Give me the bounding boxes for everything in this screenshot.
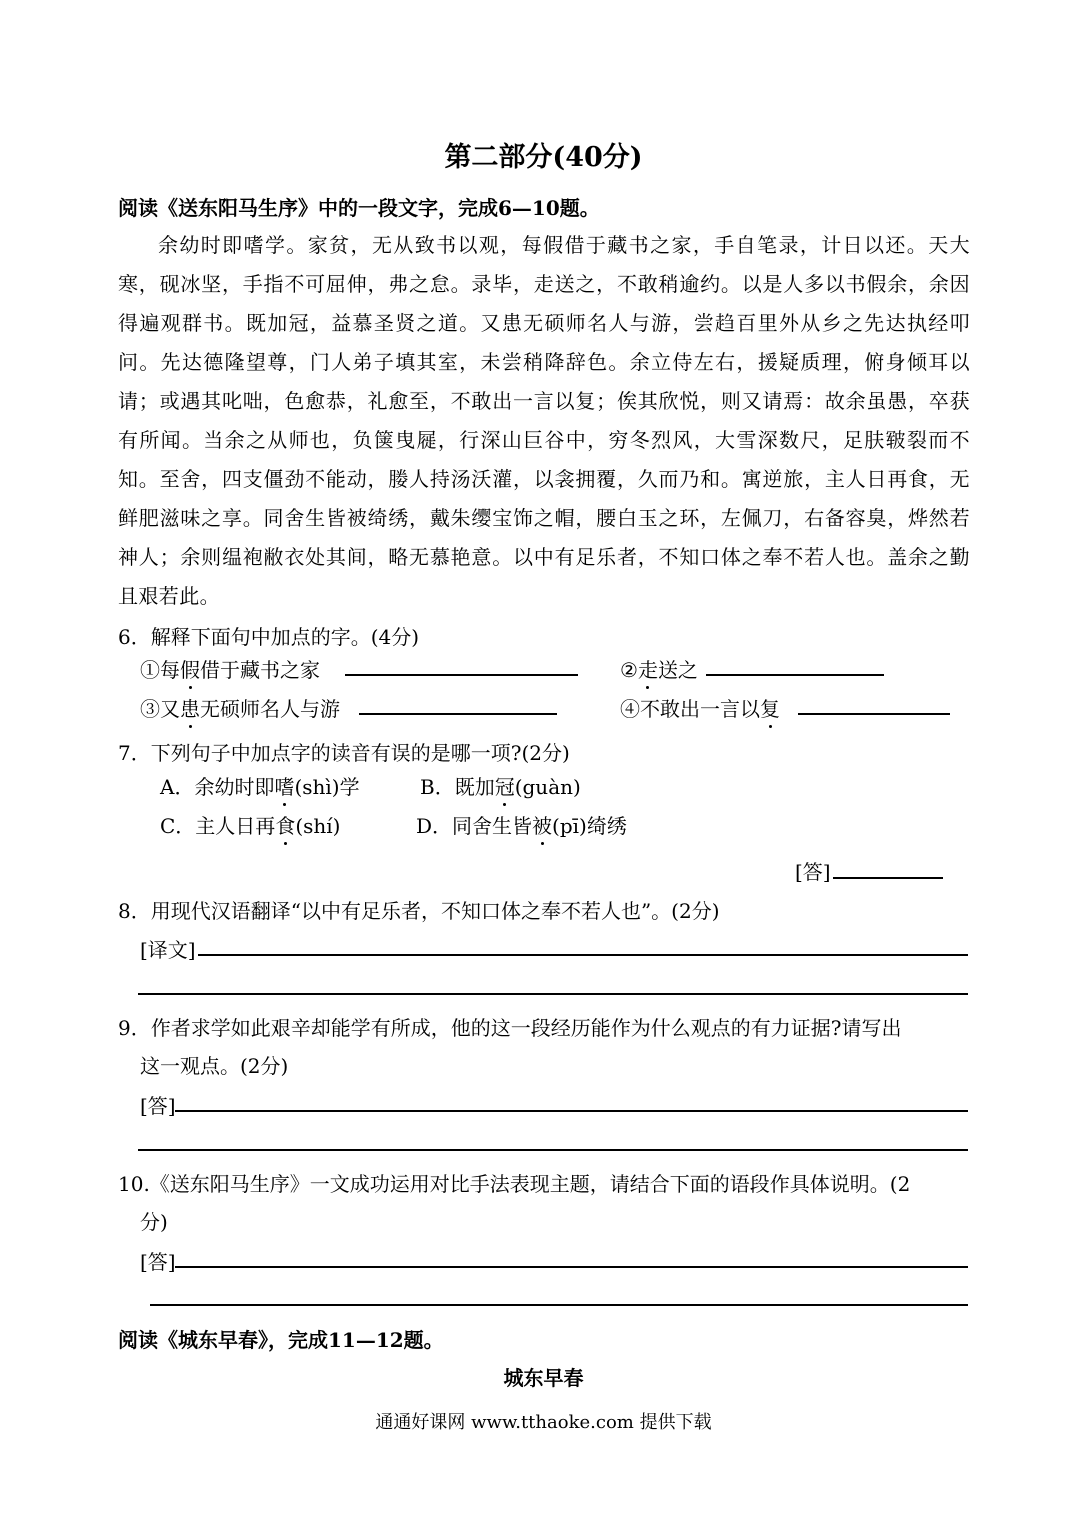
q6-item-1-answer-line[interactable]: [345, 674, 578, 676]
q8-answer-line-1[interactable]: [198, 954, 968, 956]
q7-option-c-pre: C．主人日再: [160, 814, 276, 838]
q6-item-4-answer-line[interactable]: [798, 713, 950, 715]
q6-item-2-answer-line[interactable]: [706, 674, 884, 676]
q6-stem: 6．解释下面句中加点的字。(4分): [118, 625, 420, 649]
q7-option-a-pre: A．余幼时即: [160, 775, 275, 799]
q6-item-4: [620, 693, 780, 722]
q7-option-c[interactable]: [160, 810, 340, 839]
q6-item-3-answer-line[interactable]: [359, 713, 557, 715]
q6-item-1-post: 借于藏书之家: [200, 658, 320, 682]
q6-item-1-dotted: 假: [180, 654, 200, 683]
classical-passage: [118, 226, 970, 616]
q7-stem: 7．下列句子中加点字的读音有误的是哪一项?(2分): [118, 741, 570, 765]
q10-answer-line-1[interactable]: [175, 1266, 968, 1268]
q8-stem: 8．用现代汉语翻译“以中有足乐者，不知口体之奉不若人也”。(2分): [118, 899, 720, 923]
q6-item-4-dotted: 复: [760, 693, 780, 722]
q7-option-c-dotted: 食: [275, 810, 295, 839]
q10-answer-line-2[interactable]: [150, 1304, 968, 1306]
q7-option-d-dotted: 被: [532, 810, 552, 839]
q10-stem-line-2: 分): [140, 1210, 168, 1234]
q6-item-2-post: 送之: [657, 658, 698, 682]
q7-option-d-pre: D．同舍生皆: [416, 814, 533, 838]
section-title: 第二部分(40分): [444, 142, 643, 173]
q8-answer-label: [译文]: [140, 938, 196, 962]
q9-answer-line-2[interactable]: [138, 1149, 968, 1151]
reading-instruction-1: 阅读《送东阳马生序》中的一段文字，完成6—10题。: [118, 196, 600, 220]
passage-text: 余幼时即嗜学。家贫，无从致书以观，每假借于藏书之家，手自笔录，计日以还。天大寒，砚冰坚，手指不可屈伸，弗之怠。录毕，走送之，不敢稍逾约。以是人多以书假余，余因得遍观群书。既加冠，益慕圣贤之道。又患无硕师名人与游，尝趋百里外从乡之先达执经叩问。先达德隆望尊，门人弟子填其室，未尝稍降辞色。余立侍左右，援疑质理，俯身倾耳以请；或遇其叱咄，色愈恭，礼愈至，不敢出一言以复；俟其欣悦，则又请焉：故余虽愚，卒获有所闻。当余之从师也，负箧曳屣，行深山巨谷中，穷冬烈风，大雪深数尺，足肤皲裂而不知。至舍，四支僵劲不能动，媵人持汤沃灌，以衾拥覆，久而乃和。寓逆旅，主人日再食，无鲜肥滋味之享。同舍生皆被绮绣，戴朱缨宝饰之帽，腰白玉之环，左佩刀，右备容臭，烨然若神人；余则缊袍敝衣处其间，略无慕艳意。以中有足乐者，不知口体之奉不若人也。盖余之勤且艰若此。: [118, 233, 970, 608]
q9-stem-line-1: 9．作者求学如此艰辛却能学有所成，他的这一段经历能作为什么观点的有力证据?请写出: [118, 1016, 902, 1040]
page-footer: 通通好课网 www.tthaoke.com 提供下载: [375, 1412, 712, 1433]
q9-answer-line-1[interactable]: [175, 1110, 968, 1112]
q9-stem-line-2: 这一观点。(2分): [140, 1054, 289, 1078]
q6-item-4-pre: ④不敢出一言以: [620, 697, 760, 721]
q7-answer-label: [答]: [795, 860, 831, 884]
q8-answer-line-2[interactable]: [138, 993, 968, 995]
q6-item-3: [140, 693, 340, 722]
q7-option-d[interactable]: [416, 810, 627, 839]
q6-item-2-pre: ②: [620, 658, 638, 682]
q7-option-d-post: (pī)绮绣: [552, 814, 627, 838]
q6-item-3-pre: ③又: [140, 697, 180, 721]
poem-title: 城东早春: [503, 1366, 584, 1390]
q6-item-1: [140, 654, 320, 683]
q7-option-b-post: (guàn): [514, 775, 581, 799]
q6-item-1-pre: ①每: [140, 658, 180, 682]
q7-option-a[interactable]: [160, 771, 360, 800]
q7-option-b[interactable]: [420, 771, 581, 800]
q9-answer-label: [答]: [140, 1094, 176, 1118]
q7-option-a-dotted: 嗜: [274, 771, 294, 800]
q6-item-2: [620, 654, 698, 683]
q7-option-b-dotted: 冠: [495, 771, 515, 800]
q10-stem-line-1: 10.《送东阳马生序》一文成功运用对比手法表现主题，请结合下面的语段作具体说明。(2: [118, 1172, 911, 1196]
q7-answer-line[interactable]: [833, 877, 943, 879]
q10-answer-label: [答]: [140, 1250, 176, 1274]
q7-option-a-post: (shì)学: [294, 775, 360, 799]
reading-instruction-2: 阅读《城东早春》，完成11—12题。: [118, 1328, 444, 1352]
q6-item-3-dotted: 患: [180, 693, 200, 722]
q7-option-c-post: (shí): [295, 814, 341, 838]
q6-item-3-post: 无硕师名人与游: [200, 697, 340, 721]
q6-item-2-dotted: 走: [638, 654, 658, 683]
q7-option-b-pre: B．既加: [420, 775, 495, 799]
